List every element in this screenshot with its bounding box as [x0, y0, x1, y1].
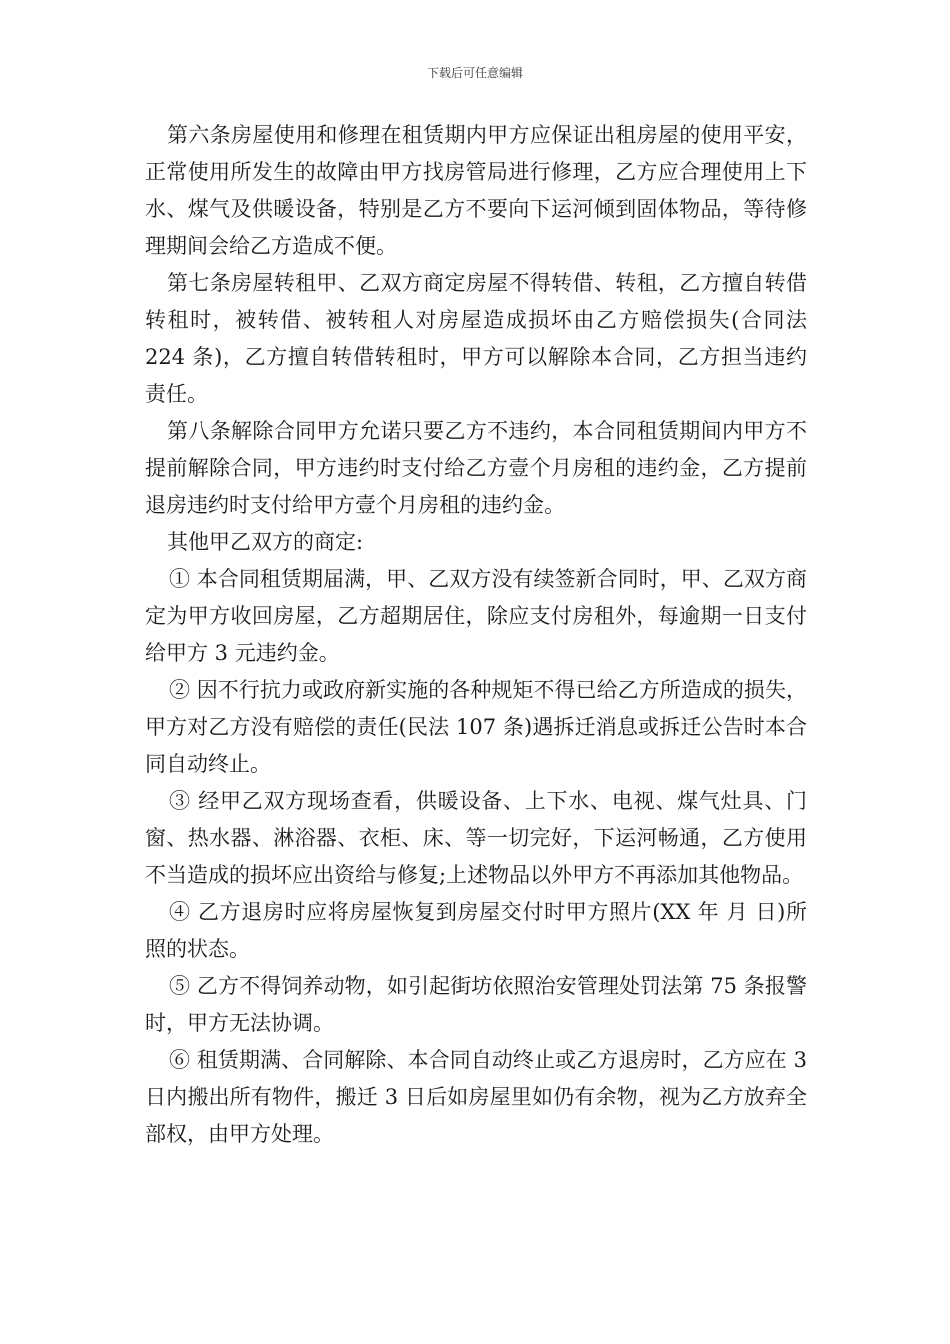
clause-7-paragraph: 第七条房屋转租甲、乙双方商定房屋不得转借、转租，乙方擅自转借转租时，被转借、被转租人对房屋造成损坏由乙方赔偿损失(合同法 224 条)，乙方擅自转借转租时，甲方可以解除本合同，乙方担当违约责任。	[145, 271, 807, 406]
term-item-2: ② 因不行抗力或政府新实施的各种规矩不得已给乙方所造成的损失，甲方对乙方没有赔偿的责任(民法 107 条)遇拆迁消息或拆迁公告时本合同自动终止。	[145, 678, 807, 776]
other-terms-heading: 其他甲乙双方的商定:	[167, 530, 364, 554]
clause-6-paragraph: 第六条房屋使用和修理在租赁期内甲方应保证出租房屋的使用平安，正常使用所发生的故障由甲方找房管局进行修理，乙方应合理使用上下水、煤气及供暖设备，特别是乙方不要向下运河倾到固体物品，等待修理期间会给乙方造成不便。	[145, 123, 807, 258]
term-item-6: ⑥ 租赁期满、合同解除、本合同自动终止或乙方退房时，乙方应在 3 日内搬出所有物件，搬迁 3 日后如房屋里如仍有余物，视为乙方放弃全部权，由甲方处理。	[145, 1048, 807, 1146]
clause-8-paragraph: 第八条解除合同甲方允诺只要乙方不违约，本合同租赁期间内甲方不提前解除合同，甲方违约时支付给乙方壹个月房租的违约金，乙方提前退房违约时支付给甲方壹个月房租的违约金。	[145, 419, 807, 517]
document-body	[145, 117, 807, 1153]
term-item-3: ③ 经甲乙双方现场查看，供暖设备、上下水、电视、煤气灶具、门窗、热水器、淋浴器、衣柜、床、等一切完好，下运河畅通，乙方使用不当造成的损坏应出资给与修复;上述物品以外甲方不再添加其他物品。	[145, 789, 807, 887]
term-item-5: ⑤ 乙方不得饲养动物，如引起街坊依照治安管理处罚法第 75 条报警时，甲方无法协调。	[145, 974, 807, 1035]
term-item-1: ① 本合同租赁期届满，甲、乙双方没有续签新合同时，甲、乙双方商定为甲方收回房屋，乙方超期居住，除应支付房租外，每逾期一日支付给甲方 3 元违约金。	[145, 567, 807, 665]
page-header: 下载后可任意编辑	[426, 66, 523, 80]
term-item-4: ④ 乙方退房时应将房屋恢复到房屋交付时甲方照片(XX 年 月 日)所照的状态。	[145, 900, 807, 961]
